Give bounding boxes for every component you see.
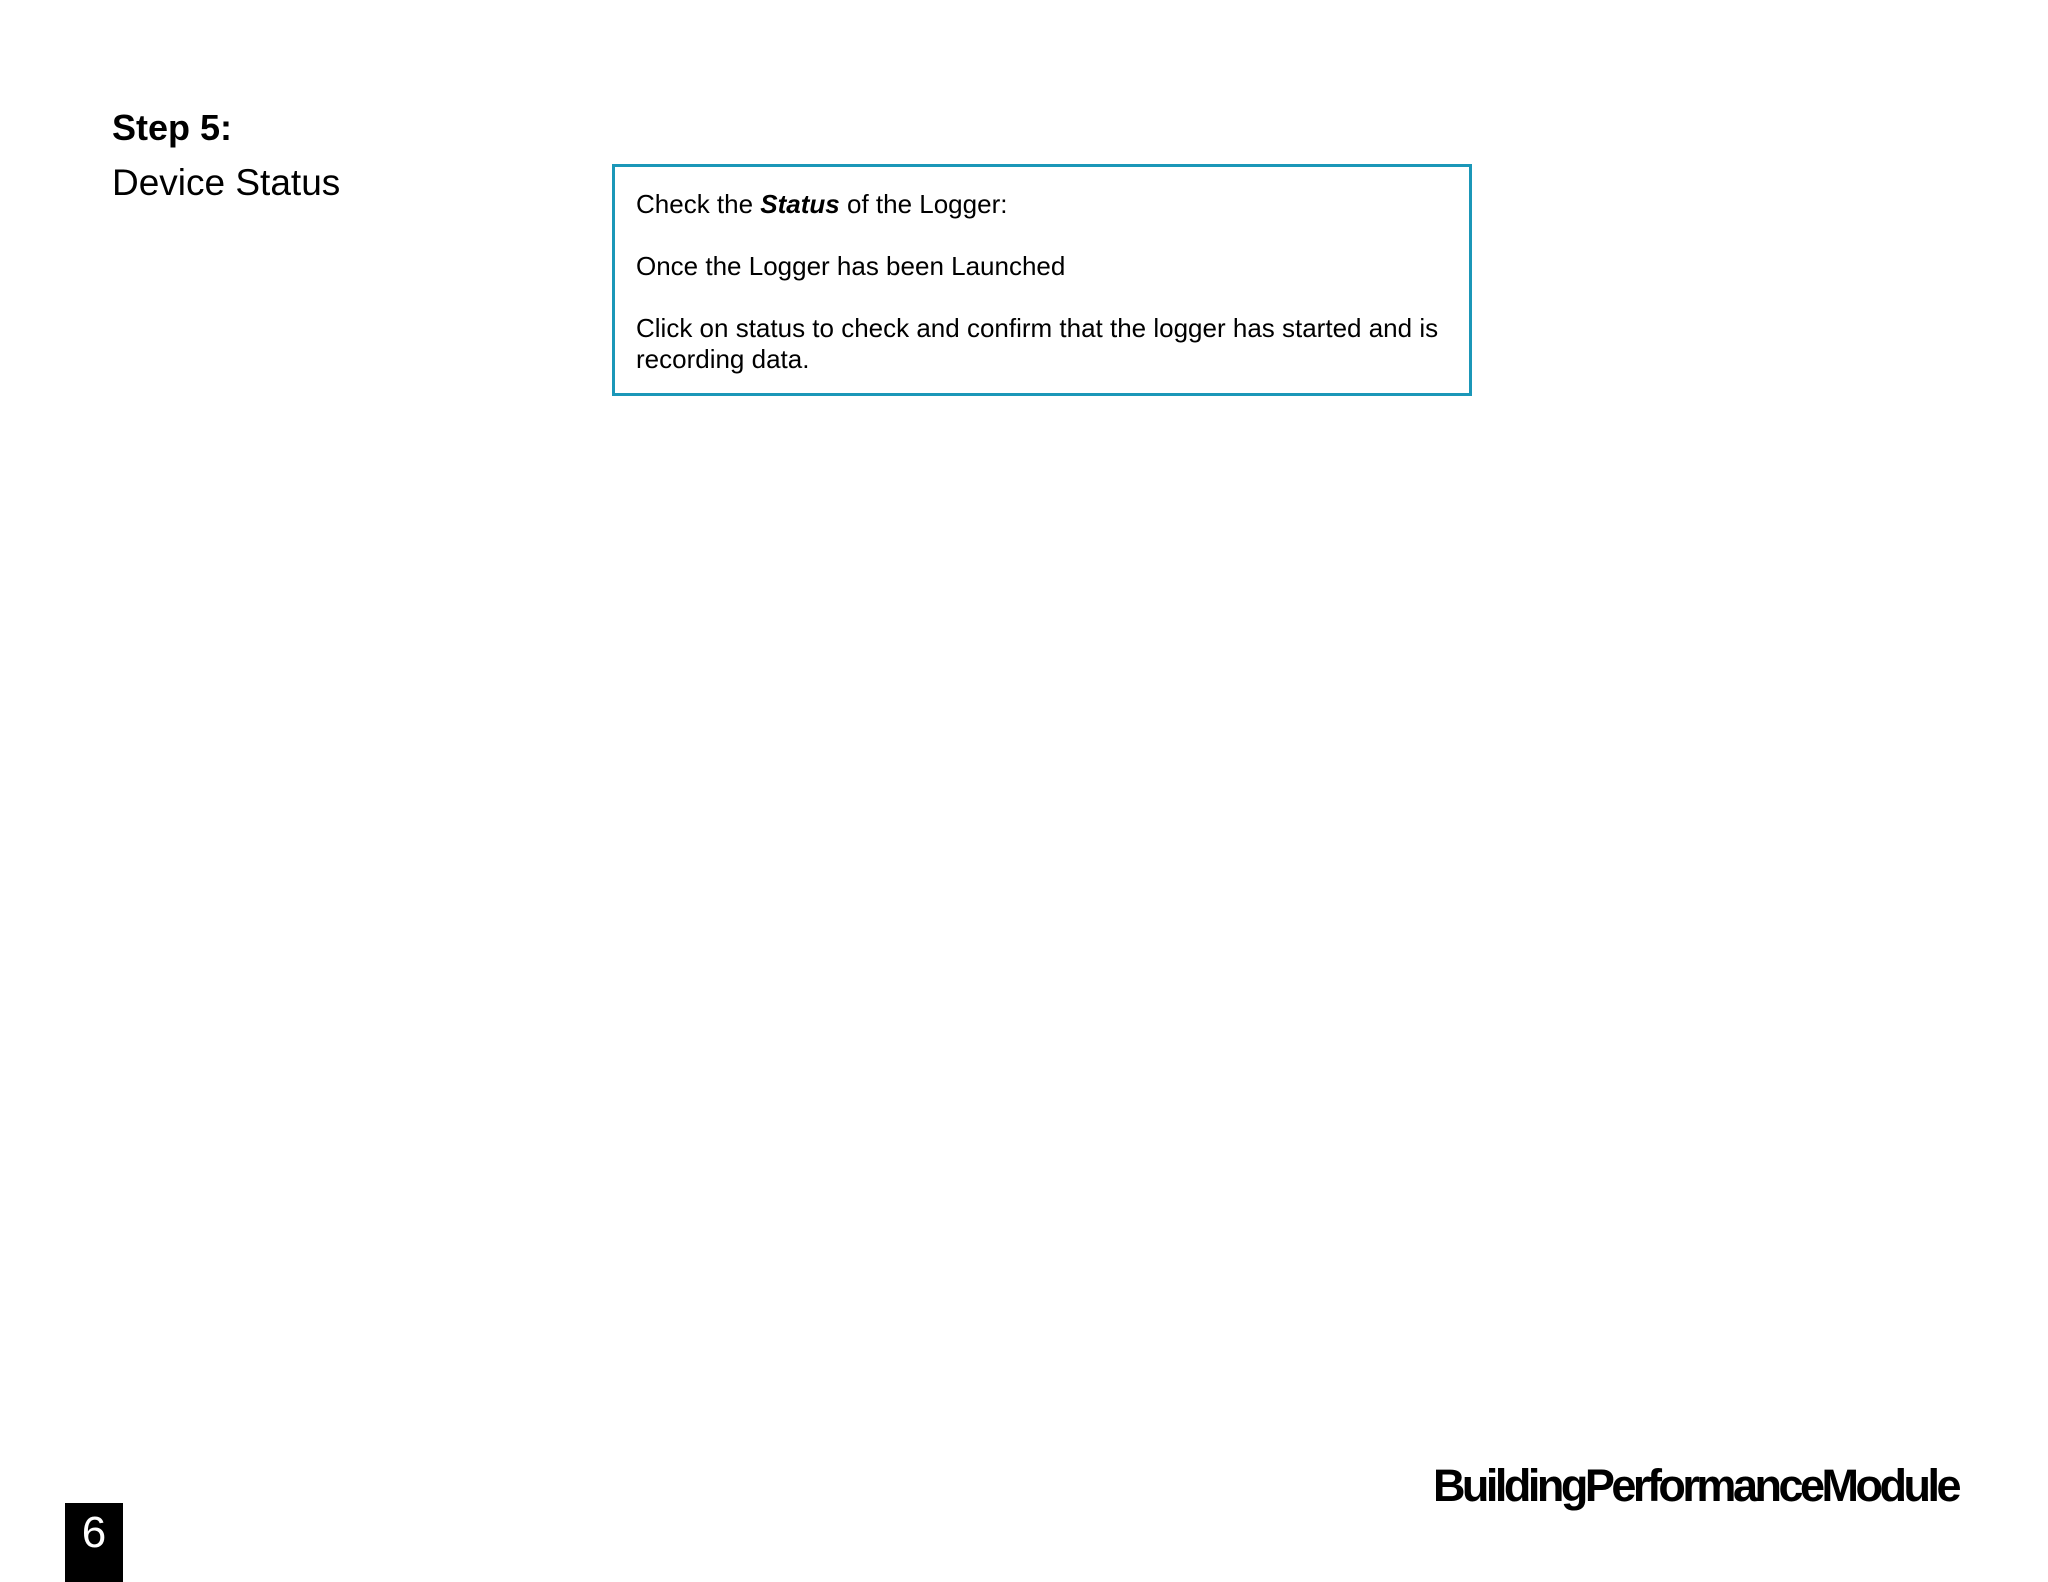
step-title: Device Status	[112, 162, 341, 203]
instruction-line-3: Click on status to check and confirm that the logger has started and is recording data.	[636, 313, 1439, 374]
instruction-line-2: Once the Logger has been Launched	[636, 251, 1066, 281]
page-number: 6	[65, 1503, 123, 1582]
brand-logo: BuildingPerformanceModule	[1432, 1460, 1958, 1511]
instruction-line-1-start: Check the	[636, 189, 761, 219]
step-label: Step 5:	[112, 107, 233, 148]
instruction-line-1-end: of the Logger:	[839, 189, 1008, 219]
status-emphasis: Status	[760, 189, 840, 219]
instruction-box	[612, 164, 1472, 396]
instruction-line-1	[636, 189, 1447, 220]
